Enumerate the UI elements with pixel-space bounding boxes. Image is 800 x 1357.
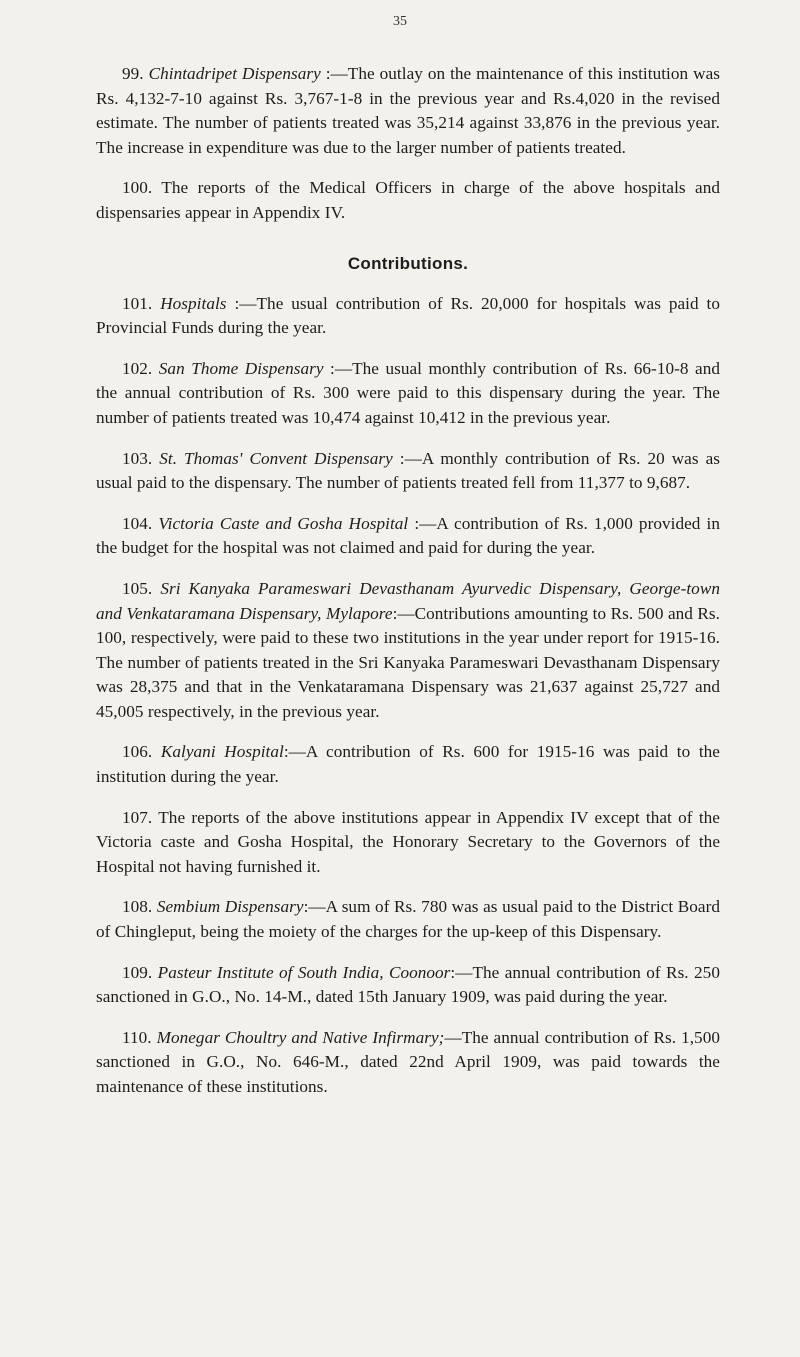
section-heading: Contributions.: [347, 253, 469, 273]
paragraph-number: 103.: [122, 448, 153, 468]
paragraph-text: :—A monthly contribution of Rs. 20 was as usual paid to the dispensary. The number of patients treated fell from 11,377 to 9,687.: [96, 448, 720, 493]
paragraph-text: :—A contribution of Rs. 600 for 1915-16 was paid to the institution during the year.: [96, 742, 720, 787]
paragraph-number: 108.: [122, 897, 153, 917]
paragraph: [96, 62, 720, 160]
paragraph: [96, 447, 720, 496]
paragraph-number: 105.: [122, 578, 153, 598]
paragraph-lead: Sri Kanyaka Parameswari Devasthanam Ayurvedic Dispensary, George-town and Venkataramana Dispensary, Mylapore: [96, 578, 720, 623]
paragraph-text: :—The outlay on the maintenance of this institution was Rs. 4,132-7-10 against Rs. 3,767-1-8 in the previous year and Rs.4,020 in the revised estimate. The number of patients treated was 35,214 against 33,876 in the previous year. The increase in expenditure was due to the larger number of patients treated.: [96, 64, 720, 157]
paragraph-lead: St. Thomas' Convent Dispensary: [159, 448, 393, 468]
paragraph-number: 110.: [122, 1027, 152, 1047]
paragraph-lead: Victoria Caste and Gosha Hospital: [158, 513, 409, 533]
paragraph-text: :—A contribution of Rs. 1,000 provided in the budget for the hospital was not claimed and paid for during the year.: [96, 513, 720, 558]
paragraph-number: 109.: [122, 962, 153, 982]
paragraph-lead: Chintadripet Dispensary: [148, 64, 321, 83]
paragraph-lead: Sembium Dispensary: [156, 897, 304, 917]
paragraph-text: :—The usual monthly contribution of Rs. 66-10-8 and the annual contribution of Rs. 300 were paid to this dispensary during the year. The number of patients treated was 10,474 against 10,412 in the previous year.: [96, 358, 720, 427]
section-contributions: [96, 292, 720, 1100]
paragraph: [96, 961, 720, 1010]
paragraph: [96, 740, 720, 789]
paragraph-lead: Hospitals: [160, 293, 227, 313]
paragraph-number: 107.: [122, 807, 153, 827]
paragraph-lead: Kalyani Hospital: [160, 742, 284, 762]
section-before: [96, 62, 720, 226]
paragraph-lead: Monegar Choultry and Native Infirmary;: [156, 1027, 445, 1047]
paragraph-lead: Pasteur Institute of South India, Coonoor: [157, 962, 451, 982]
paragraph: [96, 292, 720, 341]
paragraph: [96, 895, 720, 944]
paragraph-number: 101.: [122, 293, 153, 313]
paragraph-number: 99.: [122, 64, 144, 83]
paragraph-text: —The annual contribution of Rs. 1,500 sanctioned in G.O., No. 646-M., dated 22nd April 1909, was paid towards the maintenance of these institutions.: [96, 1027, 720, 1096]
paragraph: [96, 512, 720, 561]
paragraph: [96, 577, 720, 725]
paragraph-number: 102.: [122, 358, 153, 378]
paragraph-number: 104.: [122, 513, 153, 533]
paragraph-text: :—Contributions amounting to Rs. 500 and Rs. 100, respectively, were paid to these two institutions in the year under report for 1915-16. The number of patients treated in the Sri Kanyaka Parameswari Devasthanam Dispensary was 28,375 and that in the Venkataramana Dispensary was 21,637 against 25,727 and 45,005 respectively, in the previous year.: [96, 603, 720, 721]
paragraph-text: The reports of the above institutions appear in Appendix IV except that of the Victoria caste and Gosha Hospital, the Honorary Secretary to the Governors of the Hospital not having furnished it.: [96, 807, 720, 876]
paragraph-text: :—A sum of Rs. 780 was as usual paid to the District Board of Chingleput, being the moiety of the charges for the up-keep of this Dispensary.: [96, 897, 720, 942]
paragraph: [96, 357, 720, 431]
document-body: [96, 62, 720, 1116]
page-number: 35: [393, 14, 407, 29]
paragraph: [96, 806, 720, 880]
paragraph-number: 100.: [122, 178, 153, 198]
paragraph-lead: San Thome Dispensary: [158, 358, 324, 378]
paragraph-text: The reports of the Medical Officers in charge of the above hospitals and dispensaries appear in Appendix IV.: [96, 178, 720, 222]
paragraph-text: :—The annual contribution of Rs. 250 sanctioned in G.O., No. 14-M., dated 15th January 1909, was paid during the year.: [96, 962, 720, 1007]
paragraph-number: 106.: [122, 742, 153, 762]
paragraph-text: :—The usual contribution of Rs. 20,000 for hospitals was paid to Provincial Funds during the year.: [96, 293, 720, 338]
paragraph: [96, 176, 720, 225]
paragraph: [96, 1026, 720, 1100]
